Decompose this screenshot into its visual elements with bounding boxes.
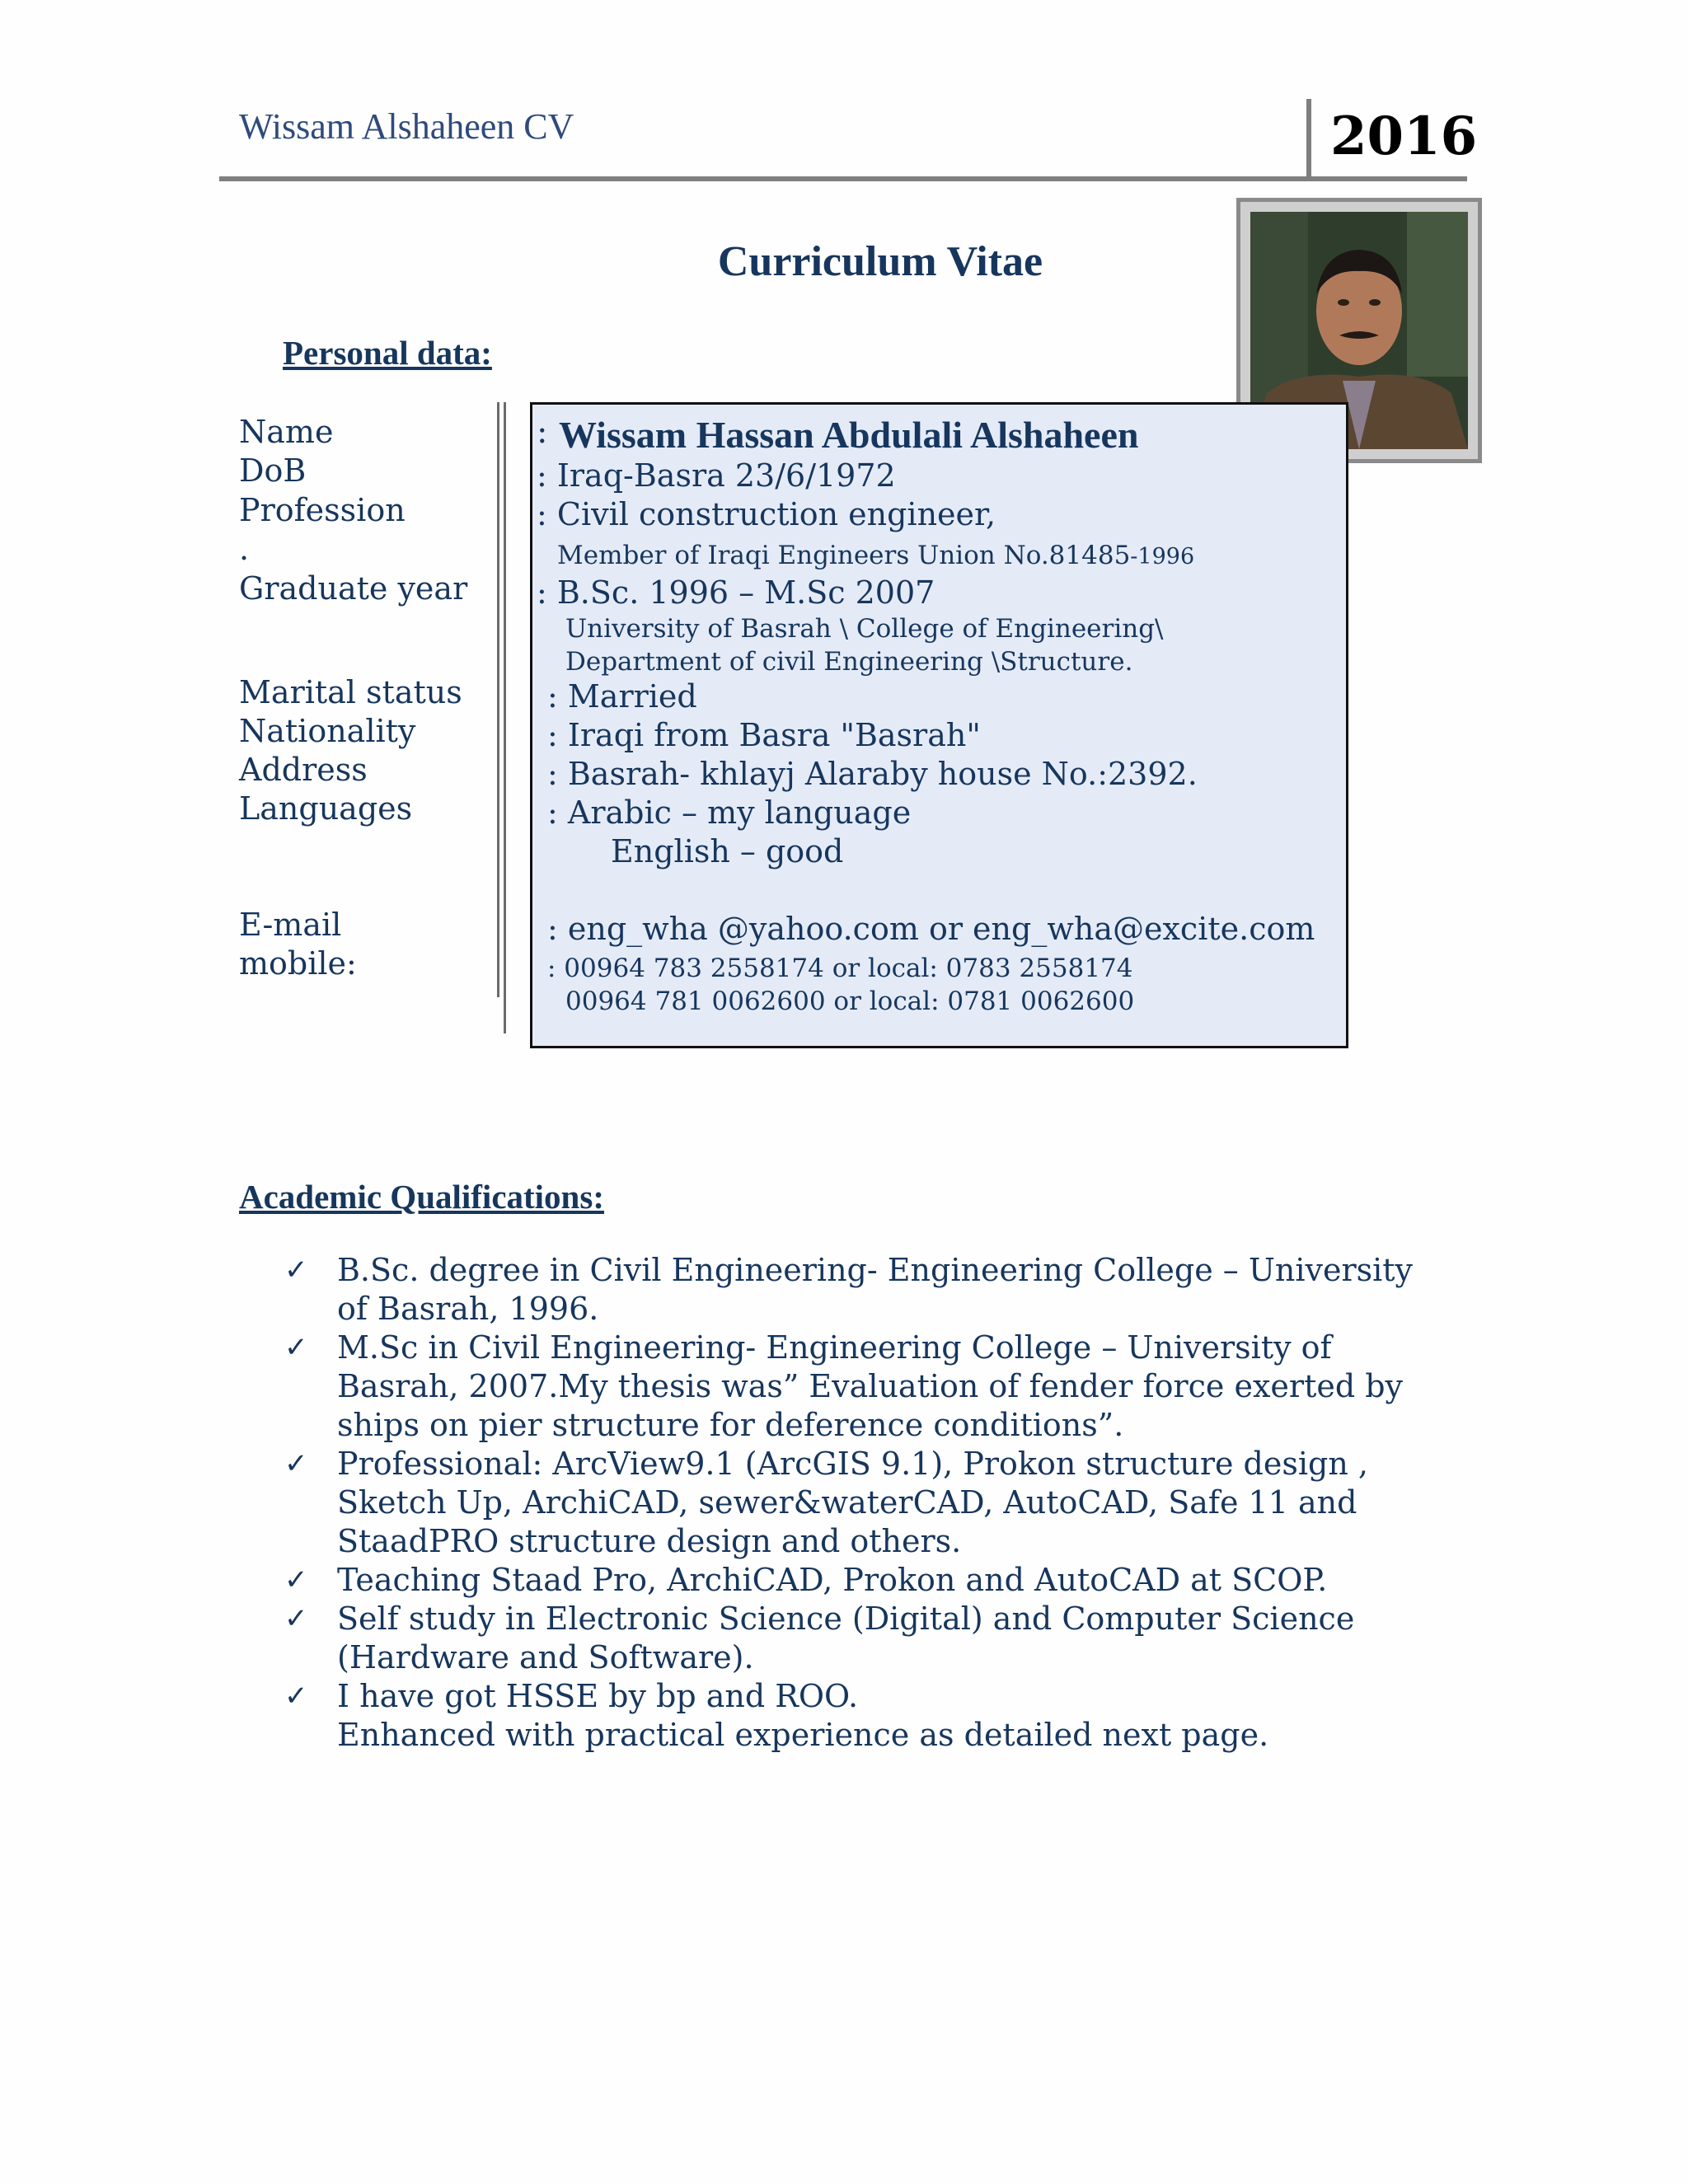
qualification-text: I have got HSSE by bp and ROO.	[337, 1678, 859, 1714]
header-divider-vertical	[1306, 99, 1311, 178]
union-value: Member of Iraqi Engineers Union No.81485	[557, 541, 1131, 570]
header-title: Wissam Alshaheen CV	[239, 106, 574, 147]
header-year: 2016	[1330, 105, 1478, 167]
qualification-text: Teaching Staad Pro, ArchiCAD, Prokon and AutoCAD at SCOP.	[337, 1562, 1328, 1598]
personal-data-heading: Personal data:	[283, 334, 492, 372]
label-nationality: Nationality	[239, 713, 416, 749]
union-membership	[557, 541, 1194, 570]
nationality-value: : Iraqi from Basra "Basrah"	[547, 717, 981, 753]
language-2: English – good	[611, 833, 844, 869]
university-line-1: University of Basrah \ College of Engineering\	[565, 614, 1164, 644]
checkmark-icon: ✓	[284, 1563, 308, 1596]
union-year: -1996	[1130, 544, 1195, 569]
checkmark-icon: ✓	[284, 1331, 308, 1364]
label-graduate-year: Graduate year	[239, 570, 468, 607]
label-address: Address	[239, 752, 368, 788]
qualification-text: M.Sc in Civil Engineering- Engineering College – University of Basrah, 2007.My thesis was” Evaluation of fender force exerted by ships on pier structure for deference conditions”.	[337, 1329, 1404, 1443]
qualification-text: Self study in Electronic Science (Digital) and Computer Science (Hardware and Software).	[337, 1601, 1355, 1675]
qualifications-list	[284, 1251, 1438, 1755]
list-item	[284, 1445, 1438, 1561]
label-name: Name	[239, 414, 334, 450]
divider-line	[504, 402, 506, 1033]
marital-value: : Married	[547, 678, 697, 715]
label-marital-status: Marital status	[239, 674, 462, 710]
label-dot: .	[239, 531, 250, 567]
label-languages: Languages	[239, 790, 413, 827]
address-value: : Basrah- khlayj Alaraby house No.:2392.	[547, 756, 1198, 792]
graduate-value: : B.Sc. 1996 – M.Sc 2007	[537, 574, 935, 611]
list-item	[284, 1329, 1438, 1445]
qualification-text: B.Sc. degree in Civil Engineering- Engineering College – University of Basrah, 1996.	[337, 1252, 1414, 1327]
academic-qualifications-heading: Academic Qualifications:	[239, 1178, 604, 1216]
label-mobile: mobile:	[239, 945, 357, 982]
list-item	[284, 1561, 1438, 1600]
checkmark-icon: ✓	[284, 1254, 308, 1286]
label-dob: DoB	[239, 452, 307, 489]
list-item	[284, 1251, 1438, 1329]
divider-line	[497, 402, 499, 997]
profession-value: : Civil construction engineer,	[537, 496, 996, 532]
list-item	[284, 1600, 1438, 1677]
list-item	[284, 1677, 1438, 1716]
header-divider	[219, 176, 1467, 181]
mobile-1: : 00964 783 2558174 or local: 0783 2558174	[547, 954, 1133, 983]
checkmark-icon: ✓	[284, 1680, 308, 1713]
university-line-2: Department of civil Engineering \Structure.	[565, 647, 1133, 677]
page-title: Curriculum Vitae	[717, 238, 1043, 285]
name-colon: :	[537, 413, 548, 451]
email-value: : eng_wha @yahoo.com or eng_wha@excite.com	[547, 911, 1315, 947]
dob-value: : Iraq-Basra 23/6/1972	[537, 457, 896, 494]
checkmark-icon: ✓	[284, 1447, 308, 1480]
qualification-text: Professional: ArcView9.1 (ArcGIS 9.1), Prokon structure design , Sketch Up, ArchiCAD, sewer&waterCAD, AutoCAD, Safe 11 and StaadPRO structure design and others.	[337, 1446, 1368, 1559]
name-value: Wissam Hassan Abdulali Alshaheen	[559, 414, 1139, 456]
language-1: : Arabic – my language	[547, 794, 912, 831]
label-profession: Profession	[239, 492, 406, 528]
mobile-2: 00964 781 0062600 or local: 0781 0062600	[565, 987, 1135, 1016]
label-email: E-mail	[239, 907, 342, 943]
experience-note: Enhanced with practical experience as detailed next page.	[337, 1717, 1269, 1753]
checkmark-icon: ✓	[284, 1602, 308, 1635]
personal-data-box	[530, 402, 1348, 1048]
